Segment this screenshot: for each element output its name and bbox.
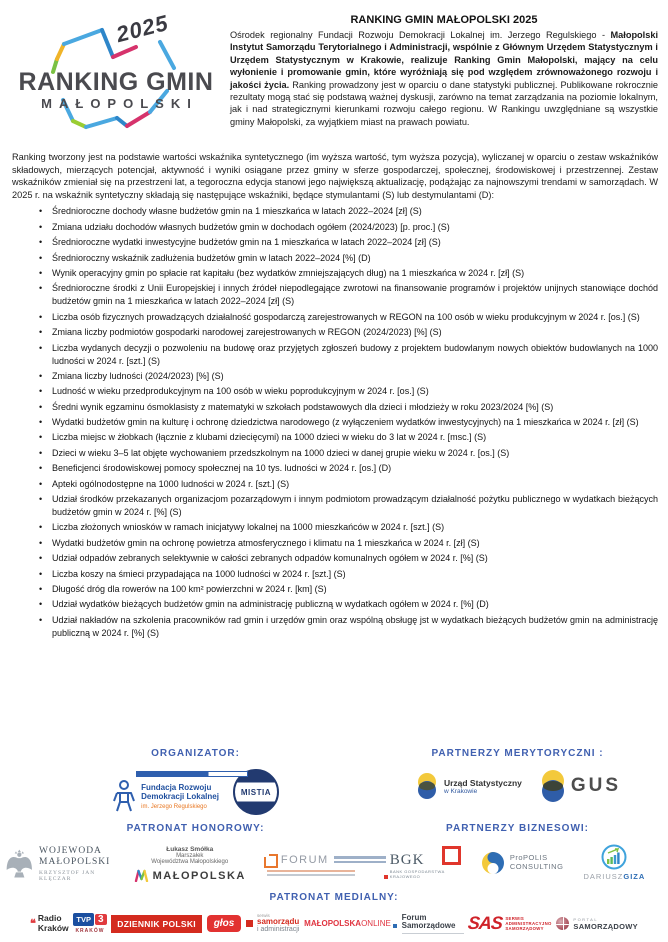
serwis-line0: serwis <box>257 913 270 918</box>
sas-sub2: ADMINISTRACYJNO <box>505 921 552 926</box>
indicator-item: • Liczba osób fizycznych prowadzących działalność gospodarczą zarejestrowanych w REGON na 100 osób w wieku produkcyjnym w 2024 r. [os.] (S) <box>34 311 658 324</box>
giza-first-name: DARIUSZ <box>583 872 624 881</box>
us-krakow-circles-icon <box>414 771 440 801</box>
tvp-three-box: 3 <box>95 914 107 925</box>
indicator-item: • Zmiana liczby ludności (2024/2023) [%] (S) <box>34 370 658 383</box>
frdl-name-line2: Demokracji Lokalnej <box>141 792 219 801</box>
page-title: RANKING GMIN MAŁOPOLSKI 2025 <box>350 14 538 26</box>
indicator-item: • Liczba złożonych wniosków w ramach inicjatywy lokalnej na 1000 mieszkańców w 2024 r. [szt.] (S) <box>34 521 658 534</box>
mistia-label: MISTIA <box>240 787 271 797</box>
media-heading: PATRONAT MEDIALNY: <box>269 892 399 903</box>
forum-square-icon <box>264 854 278 868</box>
marszalek-name: Łukasz Smółka <box>166 846 214 853</box>
radio-line1: Radio <box>37 913 62 923</box>
glos-logo: głos <box>207 915 242 932</box>
honorary-heading: PATRONAT HONOROWY: <box>126 823 265 834</box>
tvp3-krakow-logo <box>73 913 106 934</box>
serwis-samorzadu-logo <box>246 913 299 934</box>
tvp-city-label: KRAKÓW <box>75 928 105 934</box>
indicator-item: • Udział wydatków bieżących budżetów gmin na administrację publiczną w wydatkach ogółem w 2024 r. [%] (D) <box>34 598 658 611</box>
forum-underline-bars <box>267 870 386 876</box>
frdl-name-line1: Fundacja Rozwoju <box>141 782 212 792</box>
intro-text-rest: Ranking prowadzony jest w oparciu o dane statystyki publicznej. Publikowane rokrocznie rezultaty mogą stać się podstawą ważnej dyskusji, zarówno na temat zarządzania na poziomie lokalnym, jak i nad strategicznymi kierunkami rozwoju całego regionu. W Rankingu uwzględniane są wszystkie gminy Małopolski, za wyjątkiem miast na prawach powiatu. <box>230 79 658 127</box>
forum-samorzadowe-logo <box>402 914 464 934</box>
indicator-item: • Średnioroczne dochody własne budżetów gmin na 1 mieszkańca w latach 2022–2024 [zł] (S) <box>34 205 658 218</box>
header <box>0 0 668 144</box>
portal-globe-icon <box>556 917 569 930</box>
bgk-square-icon <box>442 846 461 865</box>
media-logos-row <box>12 913 656 934</box>
intro-text-bold: Małopolski Instytut Samorządu Terytorialnego i Administracji, wspólnie z Głównym Urzędem Statystycznym i Urzędem Statystycznym w Krakowie, realizuje Ranking Gmin Małopolski, mający na celu wyłonienie i promowanie gmin, które wyróżniają się pod względem zrównoważonego rozwoju i jakości życia. <box>230 30 658 90</box>
bgk-label: BGK <box>389 852 425 868</box>
frdl-person-icon <box>112 779 136 813</box>
marszalek-region: Województwa Małopolskiego <box>151 859 229 865</box>
frdl-logo <box>112 771 219 813</box>
sas-label: SAS <box>467 913 504 933</box>
monline-dot-icon <box>393 924 397 928</box>
frdl-name-line3: im. Jerzego Regulskiego <box>141 803 207 810</box>
sas-sub1: SERWIS <box>505 916 525 921</box>
indicator-item: • Zmiana udziału dochodów własnych budżetów gmin w dochodach ogółem (2024/2023) [p. proc.] (S) <box>34 221 658 234</box>
dariusz-giza-logo <box>583 844 645 881</box>
indicator-item: • Dzieci w wieku 3–5 lat objęte wychowaniem przedszkolnym na 1000 dzieci w danej grupie wieku w 2024 r. [os.] (S) <box>34 447 658 460</box>
us-krakow-name-line2: w Krakowie <box>443 787 478 795</box>
serwis-line1: samorządu <box>257 917 300 926</box>
radio-line2: Kraków <box>37 922 69 933</box>
eagle-emblem-icon <box>5 844 34 884</box>
intro-text-start: Ośrodek regionalny Fundacji Rozwoju Demokracji Lokalnej im. Jerzego Regulskiego - <box>230 30 611 40</box>
portal-line2: SAMORZĄDOWY <box>573 921 638 931</box>
marszalek-title: Marszałek <box>176 853 204 859</box>
dziennik-polski-logo: DZIENNIK POLSKI <box>111 915 202 933</box>
wojewoda-line2: MAŁOPOLSKI <box>39 857 111 867</box>
propolis-logo <box>481 851 564 875</box>
bgk-sub-line1: BANK GOSPODARSTWA <box>389 869 445 874</box>
bgk-logo <box>390 846 461 879</box>
forum-logo <box>264 853 386 876</box>
methodology-paragraph: Ranking tworzony jest na podstawie wartości wskaźnika syntetycznego (im wyższa wartość, tym wyższa pozycja), wyliczanej w oparciu o zestaw wskaźników składowych, mierzących potencjał, aktywność i wyniki osiągane przez gminy w sferze gospodarczej, społecznej, środowiskowej i przestrzennej. Zestaw wskaźników zmieniał się na przestrzeni lat, a tegoroczna edycja stanowi jego największą aktualizację, podążając za najnowszymi trendami w samorządach. W 2025 r. na wskaźnik syntetyczny składają się następujące wskaźniki, będące stymulantami (S) lub destymulantami (D): <box>12 152 658 200</box>
monline-part1: MAŁOPOLSKA <box>304 919 362 928</box>
giza-chart-icon <box>601 844 627 870</box>
radio-quote-icon: ❝ <box>30 917 36 930</box>
indicator-item: • Udział nakładów na szkolenia pracowników rad gmin i urzędów gmin oraz wspólną obsługę jst w wydatkach bieżących budżetów gmin na administrację publiczną w 2024 r. [%] (S) <box>34 614 658 640</box>
serwis-square-icon <box>246 920 253 927</box>
wojewoda-logo <box>5 844 115 884</box>
fsam-line2: Samorządowe <box>401 921 456 930</box>
gus-label: GUS <box>570 775 622 796</box>
ranking-gmin-logo <box>10 9 222 144</box>
indicator-list <box>22 205 658 639</box>
methodology-section <box>0 144 668 642</box>
bgk-sub-line2: KRAJOWEGO <box>389 874 421 879</box>
fsam-line1: Forum <box>401 912 427 922</box>
indicator-item: • Średnioroczne wydatki inwestycyjne budżetów gmin na 1 mieszkańca w latach 2022–2024 [zł] (S) <box>34 236 658 249</box>
logo-subtitle: MAŁOPOLSKI <box>41 96 198 111</box>
logo-year-badge: 2025 <box>113 9 172 48</box>
wojewoda-line1: WOJEWODA <box>39 846 102 856</box>
us-krakow-logo <box>414 771 522 801</box>
giza-last-name: GIZA <box>623 872 646 881</box>
organizer-heading: ORGANIZATOR: <box>151 748 240 759</box>
bgk-dot-icon <box>384 875 388 879</box>
indicator-item: • Liczba wydanych decyzji o pozwoleniu na budowę oraz przyjętych zgłoszeń budowy z projektem budowlanym nowych obiektów budowlanych na 1000 ludności w 2024 r. [szt.] (S) <box>34 342 658 368</box>
gus-circles-icon <box>538 769 568 803</box>
indicator-item: • Długość dróg dla rowerów na 100 km² powierzchni w 2024 r. [km] (S) <box>34 583 658 596</box>
indicator-item: • Zmiana liczby podmiotów gospodarki narodowej zarejestrowanych w REGON (2024/2023) [%] (S) <box>34 326 658 339</box>
fsam-underline <box>402 933 464 934</box>
portal-line1: PORTAL <box>573 916 599 922</box>
indicator-item: • Średni wynik egzaminu ósmoklasisty z matematyki w szkołach podstawowych dla dzieci i młodzieży w roku 2023/2024 [%] (S) <box>34 401 658 414</box>
forum-label: FORUM <box>280 854 329 866</box>
indicator-item: • Wynik operacyjny gmin po spłacie rat kapitału (bez wydatków zmniejszających dług) na 1 mieszkańca w 2024 r. [zł] (S) <box>34 267 658 280</box>
wojewoda-line3: KRZYSZTOF JAN KLĘCZAR <box>39 870 96 882</box>
serwis-line2: i administracji <box>257 926 300 933</box>
indicator-item: • Udział środków przekazanych organizacjom pozarządowym i innym podmiotom prowadzącym działalność pożytku publicznego w wydatkach bieżących budżetów gmin w 2024 r. [%] (S) <box>34 493 658 519</box>
intro-paragraph <box>230 29 658 128</box>
business-heading: PARTNERZY BIZNESOWI: <box>446 823 590 834</box>
sas-logo <box>468 913 551 934</box>
malopolska-online-logo <box>304 919 397 928</box>
us-krakow-name-line1: Urząd Statystyczny <box>443 777 522 788</box>
propolis-circle-icon <box>481 851 505 875</box>
frdl-logo-bar <box>136 771 248 777</box>
intro-block <box>230 14 658 128</box>
content-partners-heading: PARTNERZY MERYTORYCZNI : <box>431 748 604 759</box>
forum-fine-print-bars <box>334 856 386 865</box>
sas-sub3: SAMORZĄDOWY <box>505 926 544 931</box>
indicator-item: • Beneficjenci środowiskowej pomocy społecznej na 10 tys. ludności w 2024 r. [os.] (D) <box>34 462 658 475</box>
tvp-box: TVP <box>73 913 94 926</box>
indicator-item: • Apteki ogólnodostępne na 1000 ludności w 2024 r. [szt.] (S) <box>34 478 658 491</box>
radio-krakow-logo <box>30 914 69 933</box>
indicator-item: • Średnioroczne środki z Unii Europejskiej i innych źródeł niepodlegające zwrotowi na finansowanie programów i projektów unijnych stanowiące dochód budżetów gmin na 1 mieszkańca w latach 2022–2024 [zł] (S) <box>34 282 658 308</box>
logo-title: RANKING GMIN <box>18 68 214 96</box>
propolis-name-line1: ProPOLIS <box>509 853 548 862</box>
indicator-item: • Średnioroczny wskaźnik zadłużenia budżetów gmin w latach 2022–2024 [%] (D) <box>34 252 658 265</box>
indicator-item: • Wydatki budżetów gmin na ochronę powietrza atmosferycznego i klimatu na 1 mieszkańca w 2024 r. [zł] (S) <box>34 537 658 550</box>
marszalek-logo <box>134 846 246 882</box>
indicator-item: • Udział odpadów zebranych selektywnie w całości zebranych odpadów komunalnych ogółem w 2024 r. [%] (S) <box>34 552 658 565</box>
portal-samorzadowy-logo <box>556 917 638 931</box>
malopolska-m-icon <box>134 869 149 882</box>
indicator-item: • Liczba miejsc w żłobkach (łącznie z klubami dziecięcymi) na 1000 dzieci w wieku do 3 lat w 2024 r. [msc.] (S) <box>34 431 658 444</box>
indicator-item: • Wydatki budżetów gmin na kulturę i ochronę dziedzictwa narodowego (z wyłączeniem wydatków inwestycyjnych) na 1 mieszkańca w 2024 r. [zł] (S) <box>34 416 658 429</box>
indicator-item: • Liczba koszy na śmieci przypadająca na 1000 ludności w 2024 r. [szt.] (S) <box>34 568 658 581</box>
monline-part2: ONLINE <box>361 919 391 928</box>
indicator-item: • Ludność w wieku przedprodukcyjnym na 100 osób w wieku poprodukcyjnym w 2024 r. [os.] (S) <box>34 385 658 398</box>
propolis-name-line2: CONSULTING <box>509 861 564 871</box>
gus-logo <box>538 769 621 803</box>
footer <box>0 742 668 942</box>
malopolska-brand-label: MAŁOPOLSKA <box>152 869 246 882</box>
